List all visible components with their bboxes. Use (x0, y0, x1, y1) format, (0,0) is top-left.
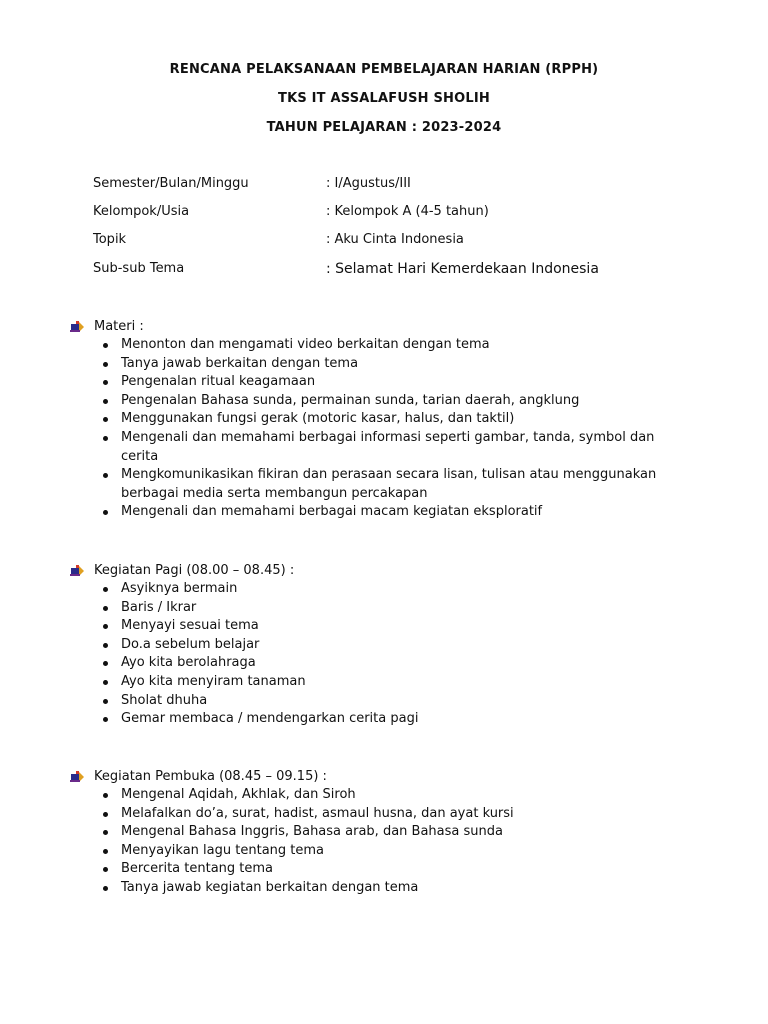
section-materi (70, 317, 670, 522)
item-list (70, 336, 670, 522)
list-item: Pengenalan ritual keagamaan (70, 373, 670, 392)
school-name: TKS IT ASSALAFUSH SHOLIH (278, 91, 490, 106)
list-item: Mengenali dan memahami berbagai macam kegiatan eksploratif (70, 503, 670, 522)
info-row-subtema (93, 261, 693, 281)
info-label: Semester/Bulan/Minggu (93, 176, 249, 191)
bullet-dot-icon (103, 661, 108, 666)
section-title: Kegiatan Pagi (08.00 – 08.45) : (94, 563, 295, 578)
bullet-dot-icon (103, 380, 108, 385)
info-value: : I/Agustus/III (326, 176, 411, 191)
bullet-dot-icon (103, 473, 108, 478)
info-label: Sub-sub Tema (93, 261, 185, 276)
list-item: Gemar membaca / mendengarkan cerita pagi (70, 710, 670, 729)
list-item: Ayo kita menyiram tanaman (70, 673, 670, 692)
list-item: Pengenalan Bahasa sunda, permainan sunda, tarian daerah, angklung (70, 392, 670, 411)
bullet-dot-icon (103, 849, 108, 854)
info-row-kelompok (93, 204, 693, 224)
bullet-dot-icon (103, 417, 108, 422)
list-item: Sholat dhuha (70, 692, 670, 711)
bullet-dot-icon (103, 830, 108, 835)
list-item: Tanya jawab berkaitan dengan tema (70, 355, 670, 374)
bullet-dot-icon (103, 606, 108, 611)
bullet-dot-icon (103, 343, 108, 348)
section-title: Kegiatan Pembuka (08.45 – 09.15) : (94, 769, 327, 784)
list-item: Bercerita tentang tema (70, 860, 670, 879)
section-header (70, 317, 670, 336)
item-list (70, 580, 670, 729)
list-item: Do.a sebelum belajar (70, 636, 670, 655)
bullet-dot-icon (103, 680, 108, 685)
bullet-dot-icon (103, 886, 108, 891)
section-kegiatan-pagi (70, 561, 670, 729)
section-title: Materi : (94, 319, 144, 334)
document-title: RENCANA PELAKSANAAN PEMBELAJARAN HARIAN (RPPH) (169, 62, 599, 77)
bullet-dot-icon (103, 587, 108, 592)
list-item: Mengenali dan memahami berbagai informasi seperti gambar, tanda, symbol dan cerita (70, 429, 670, 466)
section-kegiatan-pembuka (70, 767, 670, 898)
bullet-dot-icon (103, 362, 108, 367)
bullet-dot-icon (103, 643, 108, 648)
list-item: Menggunakan fungsi gerak (motoric kasar, halus, dan taktil) (70, 410, 670, 429)
arrow-bullet-icon (70, 770, 84, 783)
bullet-dot-icon (103, 717, 108, 722)
bullet-dot-icon (103, 867, 108, 872)
section-header (70, 561, 670, 580)
arrow-bullet-icon (70, 564, 84, 577)
academic-year: TAHUN PELAJARAN : 2023-2024 (266, 120, 502, 135)
list-item: Mengenal Aqidah, Akhlak, dan Siroh (70, 786, 670, 805)
info-value: : Kelompok A (4-5 tahun) (326, 204, 489, 219)
info-value: : Selamat Hari Kemerdekaan Indonesia (326, 261, 599, 277)
list-item: Menyayikan lagu tentang tema (70, 842, 670, 861)
info-row-semester (93, 176, 693, 196)
list-item: Asyiknya bermain (70, 580, 670, 599)
section-header (70, 767, 670, 786)
item-list (70, 786, 670, 898)
bullet-dot-icon (103, 793, 108, 798)
list-item: Menonton dan mengamati video berkaitan dengan tema (70, 336, 670, 355)
list-item: Tanya jawab kegiatan berkaitan dengan tema (70, 879, 670, 898)
arrow-bullet-icon (70, 320, 84, 333)
list-item: Baris / Ikrar (70, 599, 670, 618)
bullet-dot-icon (103, 812, 108, 817)
bullet-dot-icon (103, 399, 108, 404)
bullet-dot-icon (103, 624, 108, 629)
list-item: Melafalkan do’a, surat, hadist, asmaul husna, dan ayat kursi (70, 805, 670, 824)
list-item: Menyayi sesuai tema (70, 617, 670, 636)
info-label: Kelompok/Usia (93, 204, 190, 219)
bullet-dot-icon (103, 436, 108, 441)
bullet-dot-icon (103, 699, 108, 704)
list-item: Mengkomunikasikan fikiran dan perasaan secara lisan, tulisan atau menggunakan berbagai media serta membangun percakapan (70, 466, 670, 503)
bullet-dot-icon (103, 510, 108, 515)
info-label: Topik (93, 232, 127, 247)
list-item: Mengenal Bahasa Inggris, Bahasa arab, dan Bahasa sunda (70, 823, 670, 842)
info-value: : Aku Cinta Indonesia (326, 232, 464, 247)
list-item: Ayo kita berolahraga (70, 654, 670, 673)
info-row-topik (93, 232, 693, 252)
